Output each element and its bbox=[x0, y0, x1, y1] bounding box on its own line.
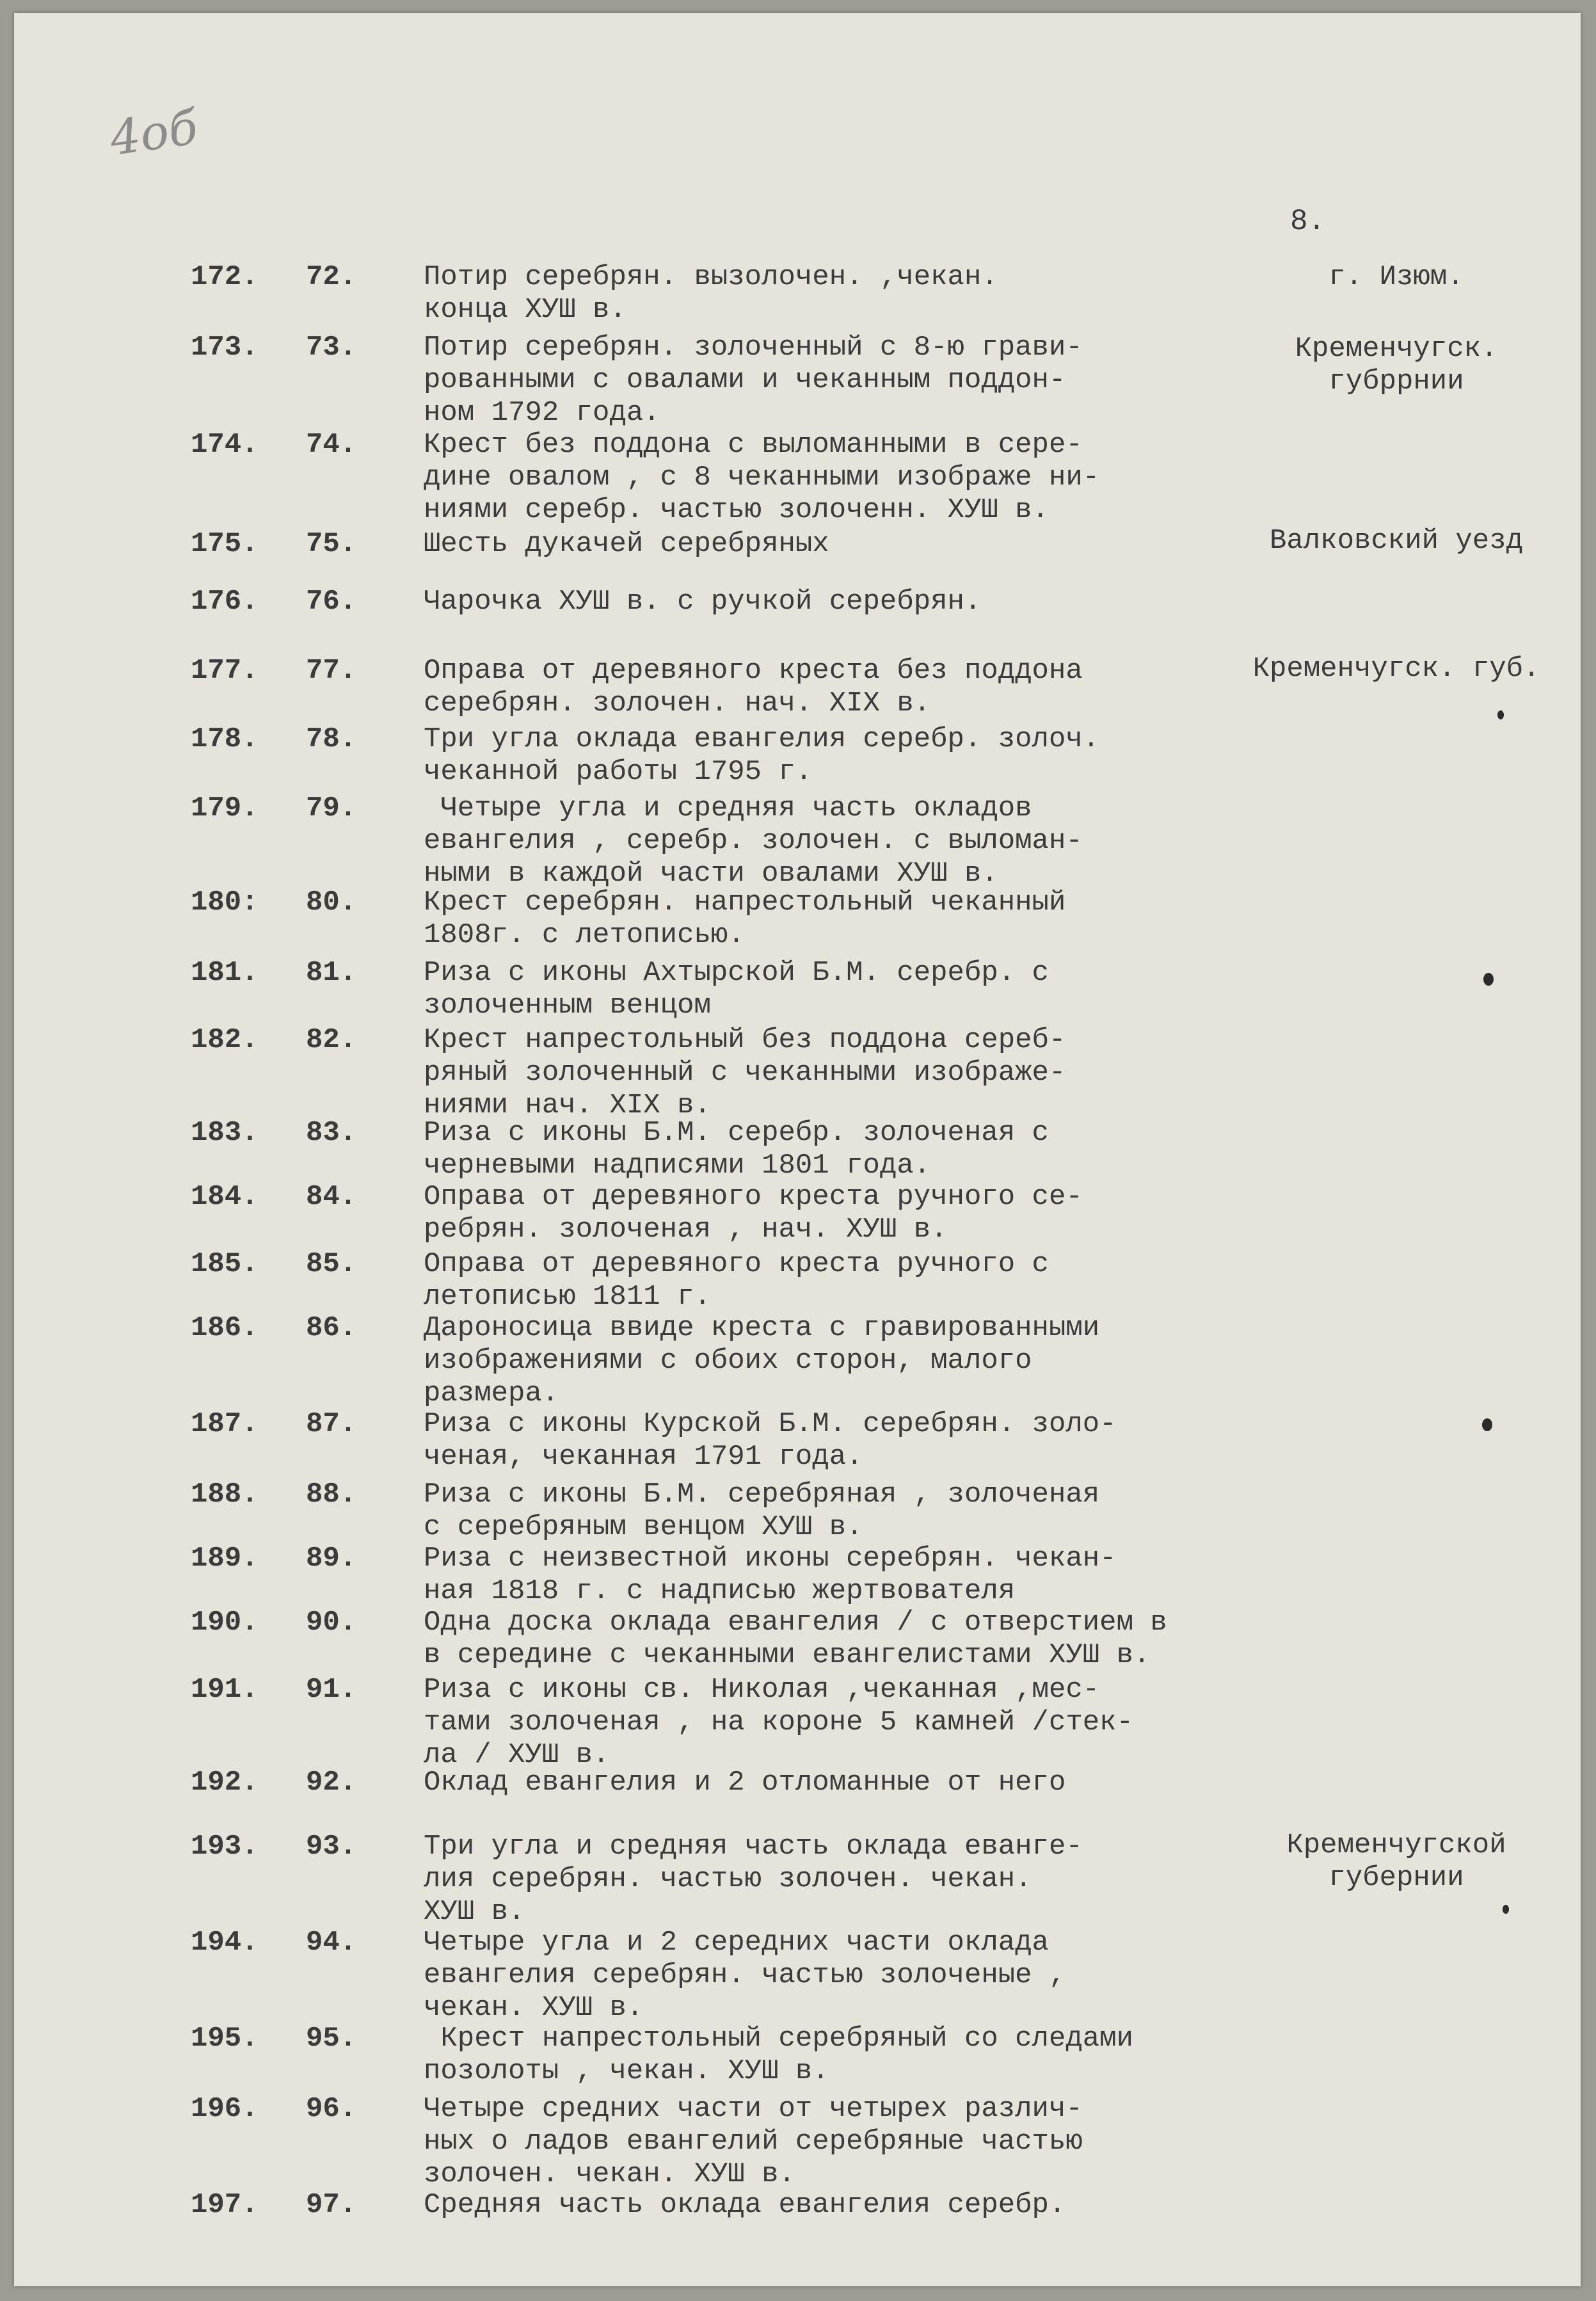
entry-number: 173. bbox=[191, 332, 259, 364]
origin-line: г. Изюм. bbox=[1329, 261, 1464, 293]
entry-subnumber: 72. bbox=[306, 261, 357, 293]
entry-number: 191. bbox=[191, 1674, 259, 1706]
entry-number: 185. bbox=[191, 1248, 259, 1280]
entry-subnumber: 74. bbox=[306, 429, 357, 461]
entry-subnumber: 89. bbox=[306, 1543, 357, 1575]
entry-number: 192. bbox=[191, 1767, 259, 1799]
entry-description bbox=[424, 886, 1275, 952]
description-line: позолоты , чекан. ХУШ в. bbox=[424, 2055, 829, 2087]
entry-number: 174. bbox=[191, 429, 259, 461]
page-number: 8. bbox=[1290, 205, 1326, 238]
entry-number: 194. bbox=[191, 1927, 259, 1959]
entry-subnumber: 87. bbox=[306, 1408, 357, 1440]
description-line: ном 1792 года. bbox=[424, 397, 660, 429]
entry-description bbox=[424, 1408, 1275, 1473]
ink-spot bbox=[1482, 1418, 1492, 1431]
entry-number: 180: bbox=[191, 886, 259, 918]
entry-number: 195. bbox=[191, 2023, 259, 2055]
entry-subnumber: 86. bbox=[306, 1312, 357, 1344]
entry-subnumber: 78. bbox=[306, 723, 357, 755]
entry-subnumber: 96. bbox=[306, 2093, 357, 2125]
entry-description bbox=[424, 2023, 1275, 2088]
entry-subnumber: 79. bbox=[306, 792, 357, 824]
description-line: золоченным венцом bbox=[424, 990, 711, 1022]
description-line: Риза с иконы св. Николая ,чеканная ,мес- bbox=[424, 1674, 1100, 1706]
entry-description bbox=[424, 1767, 1275, 1799]
description-line: ребрян. золоченая , нач. ХУШ в. bbox=[424, 1214, 948, 1246]
description-line: Чарочка ХУШ в. с ручкой серебрян. bbox=[424, 586, 982, 618]
entry-number: 182. bbox=[191, 1024, 259, 1056]
description-line: ных о ладов евангелий серебряные частью bbox=[424, 2126, 1083, 2158]
description-line: тами золоченая , на короне 5 камней /стек- bbox=[424, 1706, 1133, 1738]
description-line: летописью 1811 г. bbox=[424, 1281, 711, 1313]
description-line: Три угла и средняя часть оклада еванге- bbox=[424, 1831, 1083, 1863]
description-line: чеканной работы 1795 г. bbox=[424, 756, 813, 788]
entry-number: 187. bbox=[191, 1408, 259, 1440]
description-line: лия серебрян. частью золочен. чекан. bbox=[424, 1863, 1032, 1895]
description-line: Оправа от деревяного креста ручного се- bbox=[424, 1181, 1083, 1213]
description-line: Четыре средних части от четырех различ- bbox=[424, 2093, 1083, 2125]
entry-subnumber: 92. bbox=[306, 1767, 357, 1799]
entry-subnumber: 94. bbox=[306, 1927, 357, 1959]
origin-line: губррнии bbox=[1329, 365, 1464, 397]
entry-subnumber: 88. bbox=[306, 1479, 357, 1511]
description-line: серебрян. золочен. нач. XIX в. bbox=[424, 687, 931, 719]
description-line: дине овалом , с 8 чеканными изображе ни- bbox=[424, 461, 1100, 493]
entry-origin bbox=[1224, 1829, 1569, 1895]
description-line: ными в каждой части овалами ХУШ в. bbox=[424, 858, 998, 890]
description-line: Риза с иконы Курской Б.М. серебрян. золо- bbox=[424, 1408, 1117, 1440]
description-line: ниями серебр. частью золоченн. ХУШ в. bbox=[424, 494, 1049, 526]
entry-subnumber: 75. bbox=[306, 528, 357, 560]
entry-description bbox=[424, 1248, 1275, 1313]
description-line: золочен. чекан. ХУШ в. bbox=[424, 2158, 795, 2190]
description-line: в середине с чеканными евангелистами ХУШ в. bbox=[424, 1639, 1151, 1671]
entry-description bbox=[424, 261, 1275, 326]
entry-number: 178. bbox=[191, 723, 259, 755]
description-line: евангелия серебрян. частью золоченые , bbox=[424, 1959, 1066, 1991]
description-line: евангелия , серебр. золочен. с выломан- bbox=[424, 825, 1083, 857]
description-line: чекан. ХУШ в. bbox=[424, 1992, 644, 2024]
entry-description bbox=[424, 1831, 1275, 1928]
description-line: Четыре угла и средняя часть окладов bbox=[424, 792, 1032, 824]
ink-spot bbox=[1503, 1905, 1509, 1914]
description-line: ниями нач. XIX в. bbox=[424, 1089, 711, 1121]
entry-description bbox=[424, 1024, 1275, 1122]
entry-subnumber: 97. bbox=[306, 2189, 357, 2221]
entry-subnumber: 90. bbox=[306, 1607, 357, 1639]
description-line: черневыми надписями 1801 года. bbox=[424, 1150, 931, 1182]
description-line: Шесть дукачей серебряных bbox=[424, 528, 829, 560]
entry-subnumber: 95. bbox=[306, 2023, 357, 2055]
entry-description bbox=[424, 2189, 1275, 2222]
origin-line: Кременчугской bbox=[1286, 1829, 1506, 1861]
origin-line: губернии bbox=[1329, 1862, 1464, 1894]
description-line: Потир серебрян. золоченный с 8-ю грави- bbox=[424, 332, 1083, 364]
entry-origin bbox=[1224, 653, 1569, 685]
entry-subnumber: 77. bbox=[306, 655, 357, 687]
description-line: Риза с иконы Ахтырской Б.М. серебр. с bbox=[424, 957, 1049, 989]
entry-description bbox=[424, 332, 1275, 429]
entry-number: 184. bbox=[191, 1181, 259, 1213]
description-line: Три угла оклада евангелия серебр. золоч. bbox=[424, 723, 1100, 755]
entry-number: 196. bbox=[191, 2093, 259, 2125]
entry-subnumber: 84. bbox=[306, 1181, 357, 1213]
description-line: ченая, чеканная 1791 года. bbox=[424, 1441, 863, 1473]
description-line: рованными с овалами и чеканным поддон- bbox=[424, 364, 1066, 396]
entry-number: 197. bbox=[191, 2189, 259, 2221]
description-line: Одна доска оклада евангелия / с отверстием в bbox=[424, 1607, 1167, 1639]
description-line: Крест напрестольный серебряный со следами bbox=[424, 2023, 1133, 2055]
description-line: Потир серебрян. вызолочен. ,чекан. bbox=[424, 261, 998, 293]
description-line: конца ХУШ в. bbox=[424, 294, 626, 326]
entry-number: 186. bbox=[191, 1312, 259, 1344]
entry-description bbox=[424, 1607, 1275, 1672]
entry-subnumber: 91. bbox=[306, 1674, 357, 1706]
entry-description bbox=[424, 655, 1275, 720]
description-line: изображениями с обоих сторон, малого bbox=[424, 1345, 1032, 1377]
entry-number: 193. bbox=[191, 1831, 259, 1863]
entry-origin bbox=[1224, 525, 1569, 557]
entry-number: 183. bbox=[191, 1117, 259, 1149]
ink-spot bbox=[1497, 710, 1504, 719]
entry-subnumber: 82. bbox=[306, 1024, 357, 1056]
description-line: Крест серебрян. напрестольный чеканный bbox=[424, 886, 1066, 918]
entry-description bbox=[424, 1117, 1275, 1182]
description-line: Риза с неизвестной иконы серебрян. чекан- bbox=[424, 1543, 1117, 1575]
entry-subnumber: 80. bbox=[306, 886, 357, 918]
entry-number: 175. bbox=[191, 528, 259, 560]
ink-spot bbox=[1483, 973, 1494, 986]
entry-origin bbox=[1224, 261, 1569, 294]
entry-description bbox=[424, 957, 1275, 1022]
entry-description bbox=[424, 1543, 1275, 1608]
entry-description bbox=[424, 1674, 1275, 1772]
archive-folio-note: 4об bbox=[106, 99, 202, 167]
description-line: ла / ХУШ в. bbox=[424, 1739, 610, 1771]
description-line: ХУШ в. bbox=[424, 1896, 525, 1928]
entry-description bbox=[424, 1312, 1275, 1410]
entry-subnumber: 85. bbox=[306, 1248, 357, 1280]
description-line: ная 1818 г. с надписью жертвователя bbox=[424, 1575, 1016, 1607]
entry-number: 189. bbox=[191, 1543, 259, 1575]
description-line: Риза с иконы Б.М. серебряная , золоченая bbox=[424, 1479, 1100, 1511]
entry-description bbox=[424, 723, 1275, 789]
entry-subnumber: 83. bbox=[306, 1117, 357, 1149]
entry-description bbox=[424, 586, 1275, 618]
description-line: Дароносица ввиде креста с гравированными bbox=[424, 1312, 1100, 1344]
entry-number: 176. bbox=[191, 586, 259, 618]
entry-description bbox=[424, 1181, 1275, 1246]
description-line: Оправа от деревяного креста без поддона bbox=[424, 655, 1083, 687]
entry-subnumber: 76. bbox=[306, 586, 357, 618]
description-line: Крест без поддона с выломанными в сере- bbox=[424, 429, 1083, 461]
origin-line: Кременчугск. bbox=[1295, 333, 1498, 365]
entry-description bbox=[424, 429, 1275, 527]
entry-subnumber: 73. bbox=[306, 332, 357, 364]
entry-description bbox=[424, 2093, 1275, 2191]
entry-number: 188. bbox=[191, 1479, 259, 1511]
description-line: размера. bbox=[424, 1377, 559, 1409]
entry-origin bbox=[1224, 333, 1569, 398]
description-line: Средняя часть оклада евангелия серебр. bbox=[424, 2189, 1066, 2221]
origin-line: Кременчугск. губ. bbox=[1252, 653, 1540, 685]
entry-subnumber: 93. bbox=[306, 1831, 357, 1863]
description-line: ряный золоченный с чеканными изображе- bbox=[424, 1057, 1066, 1089]
entry-number: 181. bbox=[191, 957, 259, 989]
entry-number: 172. bbox=[191, 261, 259, 293]
entry-number: 177. bbox=[191, 655, 259, 687]
description-line: Четыре угла и 2 середних части оклада bbox=[424, 1927, 1049, 1959]
entry-number: 190. bbox=[191, 1607, 259, 1639]
description-line: 1808г. с летописью. bbox=[424, 919, 745, 951]
entry-subnumber: 81. bbox=[306, 957, 357, 989]
description-line: Оклад евангелия и 2 отломанные от него bbox=[424, 1767, 1066, 1799]
entry-description bbox=[424, 1479, 1275, 1544]
entry-description bbox=[424, 792, 1275, 890]
description-line: Крест напрестольный без поддона сереб- bbox=[424, 1024, 1066, 1056]
entry-description bbox=[424, 1927, 1275, 2024]
entry-number: 179. bbox=[191, 792, 259, 824]
description-line: Риза с иконы Б.М. серебр. золоченая с bbox=[424, 1117, 1049, 1149]
origin-line: Валковский уезд bbox=[1269, 525, 1524, 557]
entry-description bbox=[424, 528, 1275, 561]
document-page bbox=[14, 13, 1581, 2286]
description-line: с серебряным венцом ХУШ в. bbox=[424, 1511, 863, 1543]
description-line: Оправа от деревяного креста ручного с bbox=[424, 1248, 1049, 1280]
